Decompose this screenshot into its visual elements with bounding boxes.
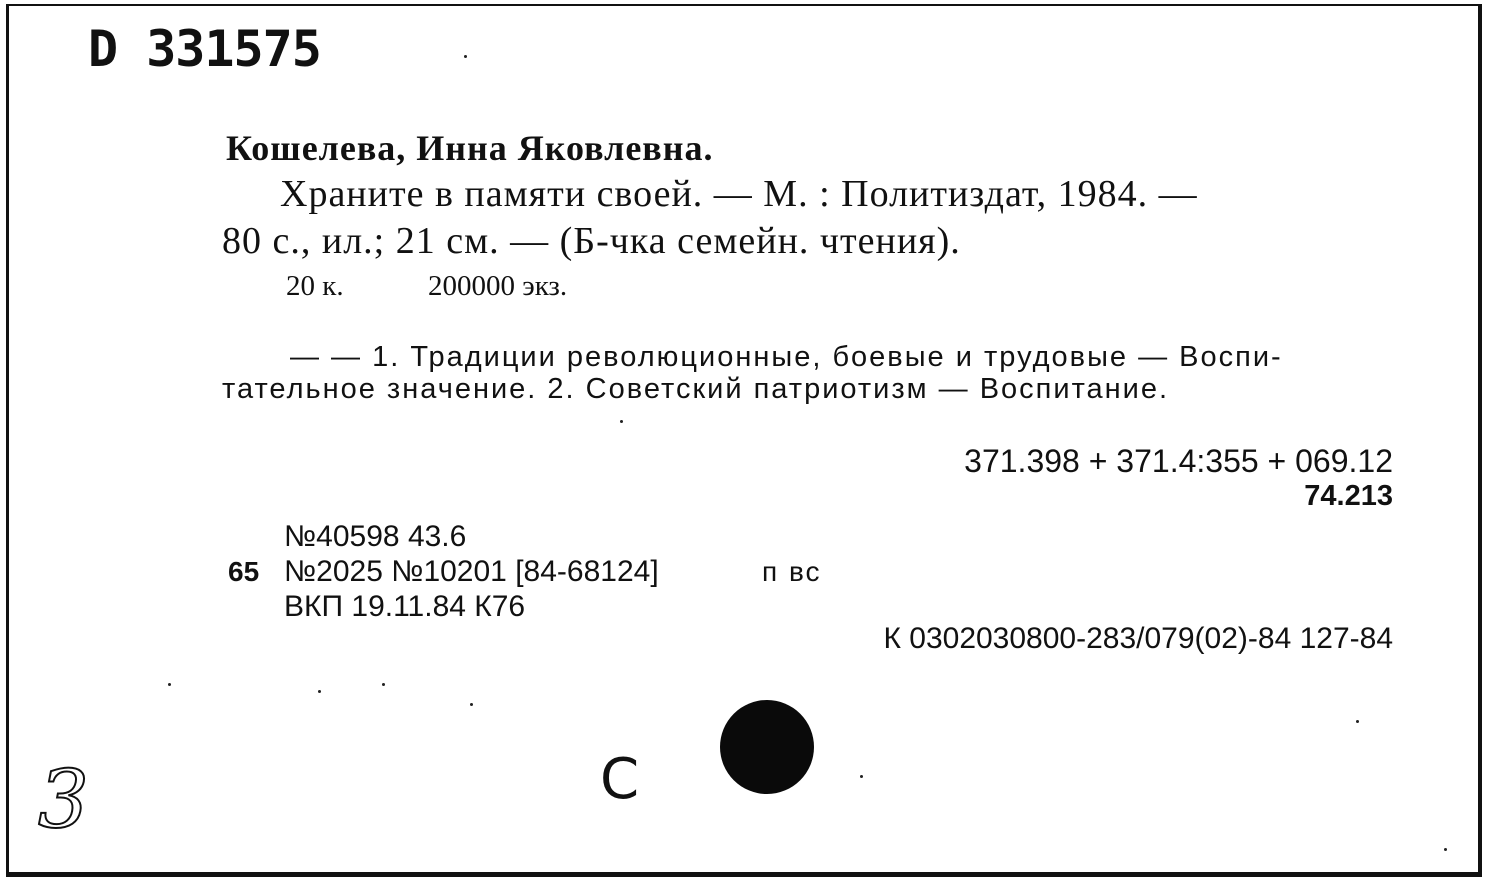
pages-line: 80 с., ил.; 21 см. — (Б-чка семейн. чтения). bbox=[222, 220, 961, 262]
speck bbox=[1444, 848, 1447, 851]
card-id: D 331575 bbox=[88, 20, 321, 78]
registration-line-2: №2025 №10201 [84-68124] bbox=[284, 555, 659, 588]
handwritten-mark: 3 bbox=[38, 753, 89, 846]
publisher-index: К 0302030800-283/079(02)-84 127-84 bbox=[883, 622, 1393, 655]
registration-line-3: ВКП 19.11.84 К76 bbox=[284, 590, 526, 623]
registration-line-2-tail: п вс bbox=[762, 556, 822, 587]
registration-line-1: №40598 43.6 bbox=[284, 520, 467, 553]
author-name: Кошелева, Инна Яковлевна. bbox=[226, 128, 714, 168]
speck bbox=[860, 775, 863, 778]
subjects-line-2: тательное значение. 2. Советский патриотизм — Воспитание. bbox=[222, 373, 1170, 405]
udc-classification: 371.398 + 371.4:355 + 069.12 bbox=[964, 443, 1393, 479]
speck bbox=[318, 690, 321, 693]
registration-prefix: 65 bbox=[228, 556, 260, 587]
speck bbox=[168, 683, 171, 686]
subjects-line-1: — — 1. Традиции революционные, боевые и трудовые — Воспи- bbox=[290, 341, 1283, 373]
speck bbox=[470, 703, 473, 706]
price: 20 к. bbox=[286, 270, 344, 302]
copies-count: 200000 экз. bbox=[428, 270, 568, 302]
speck bbox=[1356, 720, 1359, 723]
udc-sub-classification: 74.213 bbox=[1304, 480, 1393, 512]
title-line: Храните в памяти своей. — М. : Политиздат, 1984. — bbox=[280, 173, 1198, 215]
speck bbox=[464, 55, 467, 58]
stamp-letter: С bbox=[600, 747, 640, 812]
speck bbox=[620, 420, 623, 423]
speck bbox=[382, 683, 385, 686]
punch-hole-icon bbox=[720, 700, 814, 794]
